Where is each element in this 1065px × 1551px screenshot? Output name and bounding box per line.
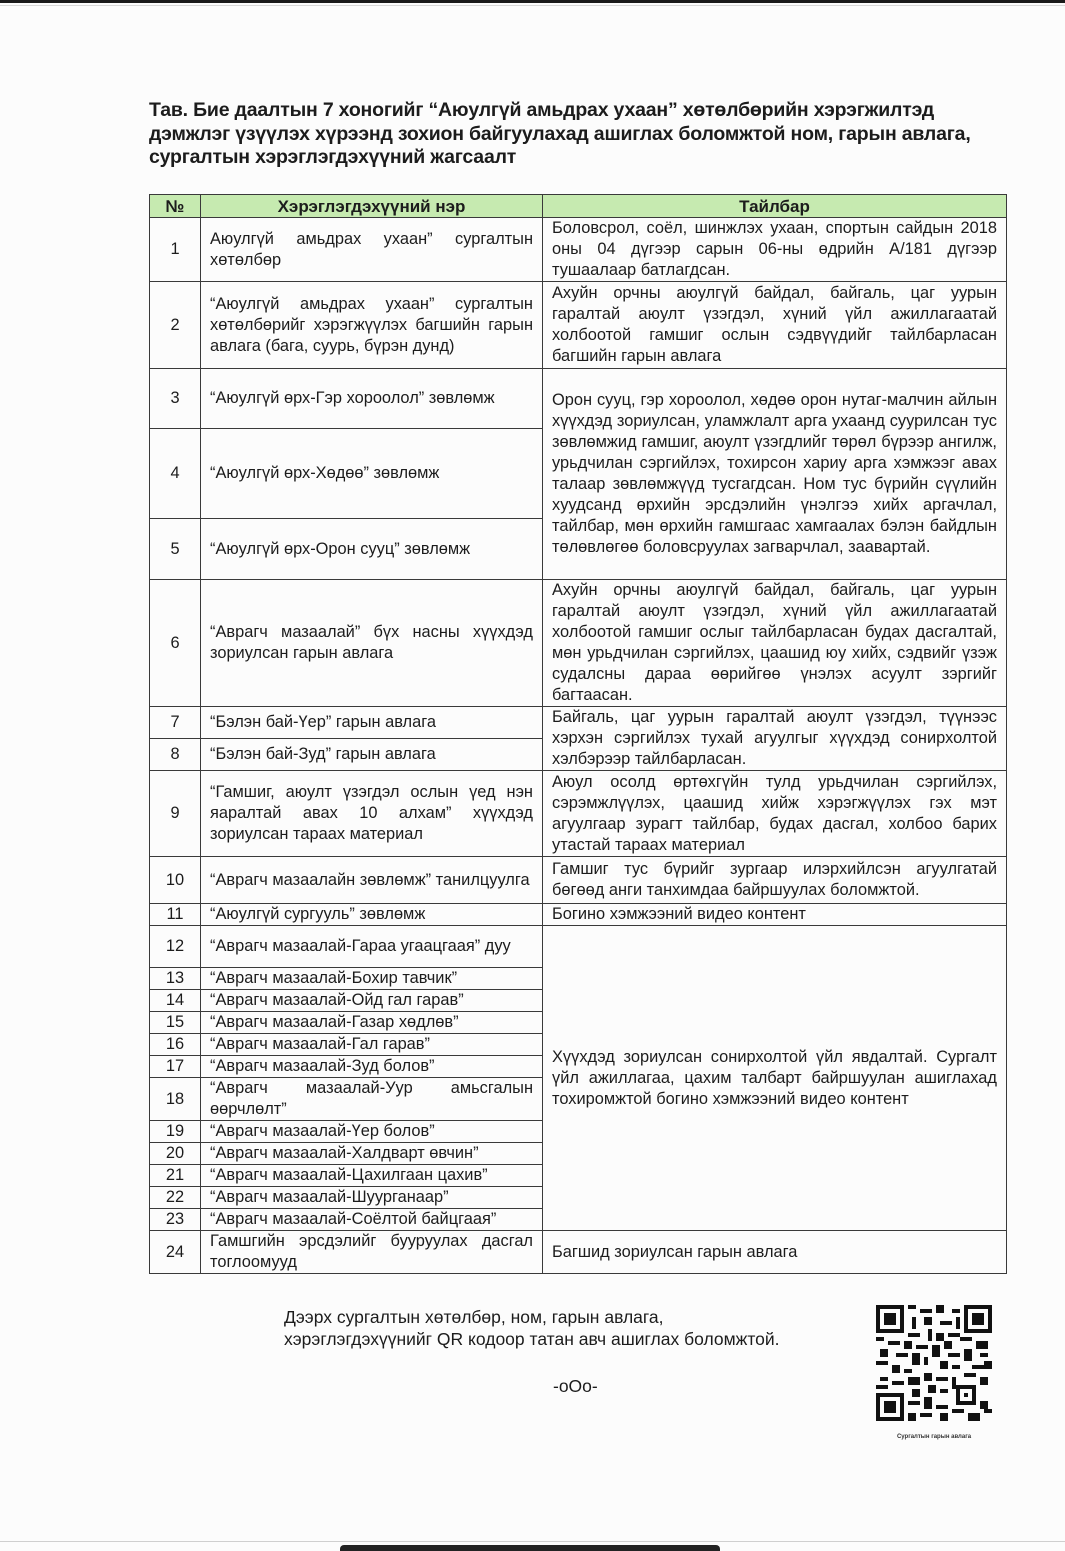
header-number: № — [150, 195, 201, 218]
row-name: “Аврагч мазаалай-Халдварт өвчин” — [201, 1143, 543, 1165]
scan-bottom-edge — [340, 1545, 720, 1551]
table-row — [150, 580, 1007, 707]
row-name: “Аюулгүй өрх-Орон сууц” зөвлөмж — [201, 519, 543, 580]
row-number: 21 — [150, 1165, 201, 1187]
row-number: 17 — [150, 1056, 201, 1078]
row-name: Аюулгүй амьдрах ухаан” сургалтын хөтөлбөр — [201, 218, 543, 282]
row-name: “Аврагч мазаалай-Шуурганаар” — [201, 1187, 543, 1209]
table-row — [150, 771, 1007, 857]
row-name: “Аврагч мазаалай” бүх насны хүүхдэд зориулсан гарын авлага — [201, 580, 543, 707]
qr-code-icon — [876, 1305, 992, 1421]
row-number: 1 — [150, 218, 201, 282]
row-number: 22 — [150, 1187, 201, 1209]
table-row — [150, 707, 1007, 739]
row-description: Ахуйн орчны аюулгүй байдал, байгаль, цаг уурын гаралтай аюулт үзэгдэл, хүний үйл ажиллагаатай холбоотой гамшиг ослыг тайлбарласан будах дасгалтай, мөн урьдчилан сэргийлэх, цаашид юу хийх, сэдвийг үзэж судалсны дараа өөрийгөө үнэлэх асуулт зэргийг багтаасан. — [543, 580, 1007, 707]
row-number: 23 — [150, 1209, 201, 1231]
table-row — [150, 857, 1007, 904]
materials-table — [149, 194, 1007, 1274]
header-description: Тайлбар — [543, 195, 1007, 218]
footer-line-2: хэрэглэгдэхүүнийг QR кодоор татан авч ашиглах боломжтой. — [284, 1329, 780, 1349]
row-description: Гамшиг тус бүрийг зургаар илэрхийлсэн агуулгатай бөгөөд анги танхимдаа байршуулах боломжтой. — [543, 857, 1007, 904]
title-line-1: Тав. Бие даалтын 7 хоногийг “Аюулгүй амьдрах ухаан” хөтөлбөрийн хэрэгжилтэд — [149, 99, 935, 121]
row-number: 11 — [150, 904, 201, 926]
row-name: “Аюулгүй өрх-Хөдөө” зөвлөмж — [201, 429, 543, 519]
scan-top-line — [0, 5, 1065, 6]
row-name: “Аврагч мазаалай-Цахилгаан цахив” — [201, 1165, 543, 1187]
row-number: 12 — [150, 926, 201, 968]
row-name: Гамшгийн эрсдэлийг бууруулах дасгал тоглоомууд — [201, 1231, 543, 1274]
row-name: “Аврагч мазаалай-Гараа угаацгаая” дуу — [201, 926, 543, 968]
row-number: 2 — [150, 282, 201, 369]
row-number: 20 — [150, 1143, 201, 1165]
scan-bottom-line — [0, 1541, 1065, 1542]
row-name: “Аврагч мазаалай-Уур амьсгалын өөрчлөлт” — [201, 1078, 543, 1121]
row-number: 9 — [150, 771, 201, 857]
row-number: 8 — [150, 739, 201, 771]
footer-line-1: Дээрх сургалтын хөтөлбөр, ном, гарын авлага, — [284, 1307, 664, 1327]
table-row — [150, 282, 1007, 369]
row-number: 4 — [150, 429, 201, 519]
row-number: 16 — [150, 1034, 201, 1056]
row-number: 10 — [150, 857, 201, 904]
row-description: Орон сууц, гэр хороолол, хөдөө орон нутаг-малчин айлын хүүхдэд зориулсан, уламжлалт арга ухаанд суурилсан тус зөвлөмжид гамшиг, аюулт үзэгдлийг төрөл бүрээр ангилж, урьдчилан сэргийлэх, тохирсон хариу арга хэмжээг авах талаар зөвлөмжүүд тусгагдсан. Ном тус бүрийн сүүлийн хуудсанд өрхийн эрсдэлийн үнэлгээ хийх аргачлал, тайлбар, мөн өрхийн гамшгаас хамгаалах бэлэн байдлын төлөвлөгөө боловсруулах загварчлал, заавартай. — [543, 369, 1007, 580]
row-number: 15 — [150, 1012, 201, 1034]
row-name: “Аврагч мазаалай-Бохир тавчик” — [201, 968, 543, 990]
row-name: “Гамшиг, аюулт үзэгдэл ослын үед нэн яаралтай авах 10 алхам” хүүхдэд зориулсан тараах материал — [201, 771, 543, 857]
row-description: Багшид зориулсан гарын авлага — [543, 1231, 1007, 1274]
row-number: 24 — [150, 1231, 201, 1274]
row-number: 18 — [150, 1078, 201, 1121]
qr-download-note — [284, 1306, 884, 1350]
qr-caption: Сургалтын гарын авлага — [896, 1434, 972, 1440]
header-name: Хэрэглэгдэхүүний нэр — [201, 195, 543, 218]
row-name: “Аврагч мазаалай-Газар хөдлөв” — [201, 1012, 543, 1034]
title-line-2: дэмжлэг үзүүлэх хүрээнд зохион байгуулахад ашиглах боломжтой ном, гарын авлага, — [149, 122, 971, 145]
table-row — [150, 926, 1007, 968]
row-name: “Бэлэн бай-Үер” гарын авлага — [201, 707, 543, 739]
row-name: “Аврагч мазаалай-Гал гарав” — [201, 1034, 543, 1056]
table-row — [150, 218, 1007, 282]
end-mark: -oOo- — [553, 1376, 598, 1396]
row-name: “Аюулгүй өрх-Гэр хороолол” зөвлөмж — [201, 369, 543, 429]
table-row — [150, 904, 1007, 926]
row-description: Аюул осолд өртөхгүйн тулд урьдчилан сэргийлэх, сэрэмжлүүлэх, цаашид хийж хэрэгжүүлэх гэх мэт агуулгаар зурагт тайлбар, будах дасгал, холбоо барих утастай тараах материал — [543, 771, 1007, 857]
row-name: “Аврагч мазаалай-Зуд болов” — [201, 1056, 543, 1078]
row-number: 14 — [150, 990, 201, 1012]
table-row — [150, 369, 1007, 429]
row-description: Байгаль, цаг уурын гаралтай аюулт үзэгдэл, түүнээс хэрхэн сэргийлэх тухай агуулгыг хүүхдэд сонирхолтой хэлбэрээр тайлбарласан. — [543, 707, 1007, 771]
row-number: 7 — [150, 707, 201, 739]
row-name: “Аврагч мазаалай-Соёлтой байцгаая” — [201, 1209, 543, 1231]
row-number: 3 — [150, 369, 201, 429]
row-name: “Аврагч мазаалай-Ойд гал гарав” — [201, 990, 543, 1012]
row-number: 13 — [150, 968, 201, 990]
row-description: Ахуйн орчны аюулгүй байдал, байгаль, цаг уурын гаралтай аюулт үзэгдэл, хүний үйл ажиллагаатай холбоотой гамшиг ослын сэдвүүдийг тайлбарласан багшийн гарын авлага — [543, 282, 1007, 369]
row-name: “Аврагч мазаалайн зөвлөмж” танилцуулга — [201, 857, 543, 904]
row-description: Хүүхдэд зориулсан сонирхолтой үйл явдалтай. Сургалт үйл ажиллагаа, цахим талбарт байршуулан ашиглахад тохиромжтой богино хэмжээний видео контент — [543, 926, 1007, 1231]
table-header-row — [150, 195, 1007, 218]
title-line-3: сургалтын хэрэглэгдэхүүний жагсаалт — [149, 146, 517, 168]
row-number: 5 — [150, 519, 201, 580]
row-name: “Аюулгүй сургууль” зөвлөмж — [201, 904, 543, 926]
row-name: “Аврагч мазаалай-Үер болов” — [201, 1121, 543, 1143]
row-description: Богино хэмжээний видео контент — [543, 904, 1007, 926]
row-number: 6 — [150, 580, 201, 707]
row-description: Боловсрол, соёл, шинжлэх ухаан, спортын сайдын 2018 оны 04 дүгээр сарын 06-ны өдрийн А/181 дүгээр тушаалаар батлагдсан. — [543, 218, 1007, 282]
scan-top-edge — [0, 0, 1065, 3]
document-title — [149, 99, 1019, 170]
row-number: 19 — [150, 1121, 201, 1143]
table-row — [150, 1231, 1007, 1274]
row-name: “Аюулгүй амьдрах ухаан” сургалтын хөтөлбөрийг хэрэгжүүлэх багшийн гарын авлага (бага, суурь, бүрэн дунд) — [201, 282, 543, 369]
row-name: “Бэлэн бай-Зуд” гарын авлага — [201, 739, 543, 771]
